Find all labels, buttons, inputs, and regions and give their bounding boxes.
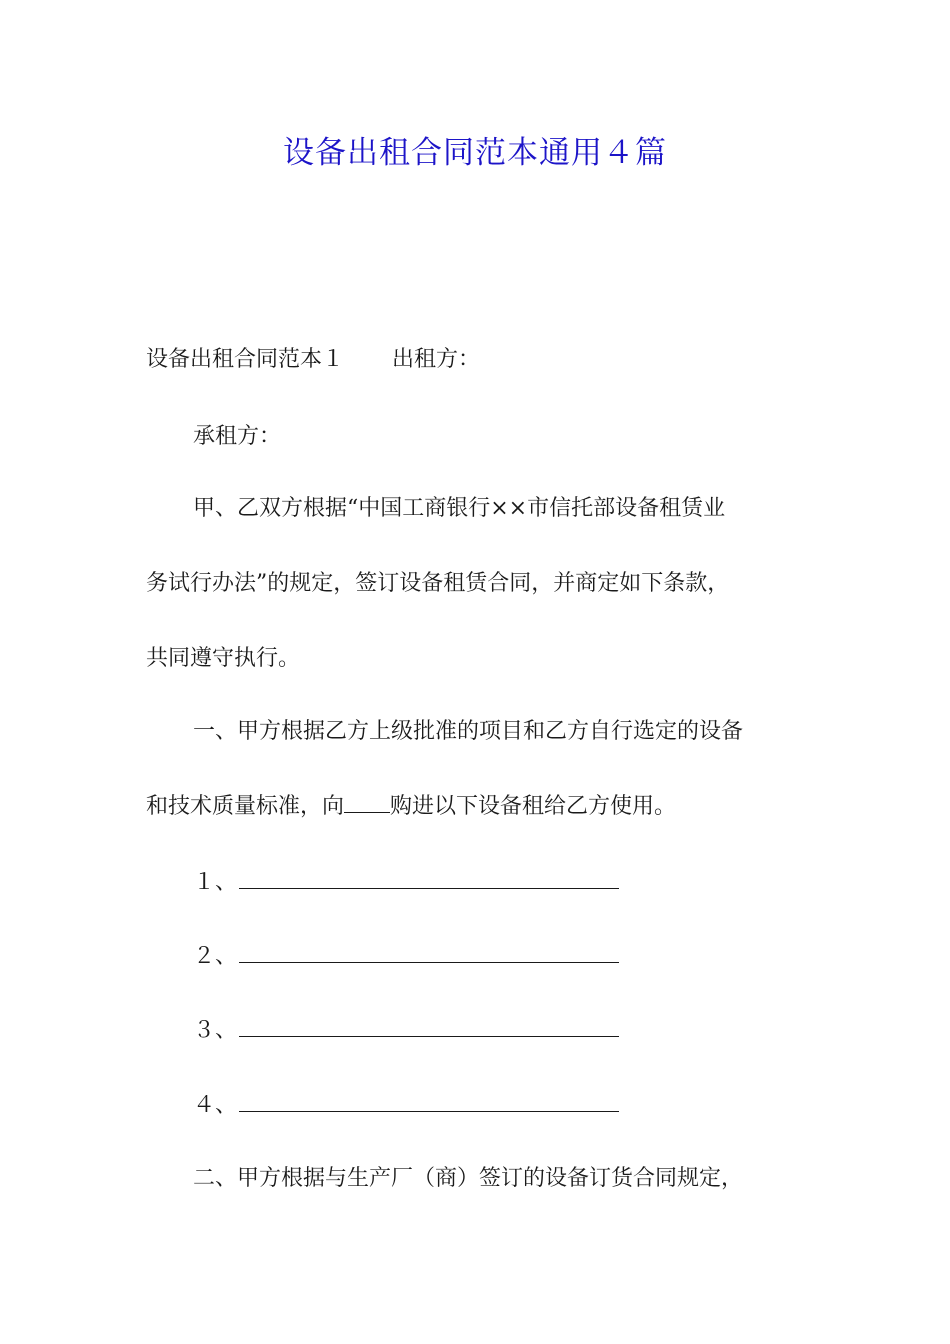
list-item-blank [239, 1016, 619, 1037]
list-item-number: １、 [193, 870, 238, 895]
list-item [193, 1016, 619, 1046]
intro-heading: 设备出租合同范本１ [146, 347, 345, 372]
list-item-number: ２、 [193, 944, 238, 969]
list-item-blank [239, 1091, 619, 1112]
paragraph-3-line-1: 二、甲方根据与生产厂（商）签订的设备订货合同规定， [193, 1166, 744, 1191]
paragraph-2-line-1: 一、甲方根据乙方上级批准的项目和乙方自行选定的设备 [193, 719, 744, 744]
intro-line [146, 345, 480, 375]
supplier-blank [344, 792, 390, 813]
paragraph-1-line-1: 甲、乙双方根据“中国工商银行××市信托部设备租赁业 [193, 496, 726, 521]
document-title: 设备出租合同范本通用４篇 [283, 135, 667, 171]
lessee-label: 承租方： [193, 424, 282, 449]
list-item-blank [239, 942, 619, 963]
paragraph-1-line-2: 务试行办法”的规定，签订设备租赁合同，并商定如下条款， [146, 571, 730, 596]
paragraph-2-text-before-blank: 和技术质量标准，向 [146, 794, 345, 819]
list-item [193, 1091, 619, 1121]
paragraph-2-line-2 [146, 792, 676, 822]
list-item [193, 868, 619, 898]
list-item-number: ３、 [193, 1018, 238, 1043]
list-item-number: ４、 [193, 1093, 238, 1118]
paragraph-1-line-3: 共同遵守执行。 [146, 646, 301, 671]
lessor-label: 出租方： [392, 347, 481, 372]
list-item [193, 942, 619, 972]
list-item-blank [239, 868, 619, 889]
paragraph-2-text-after-blank: 购进以下设备租给乙方使用。 [390, 794, 677, 819]
